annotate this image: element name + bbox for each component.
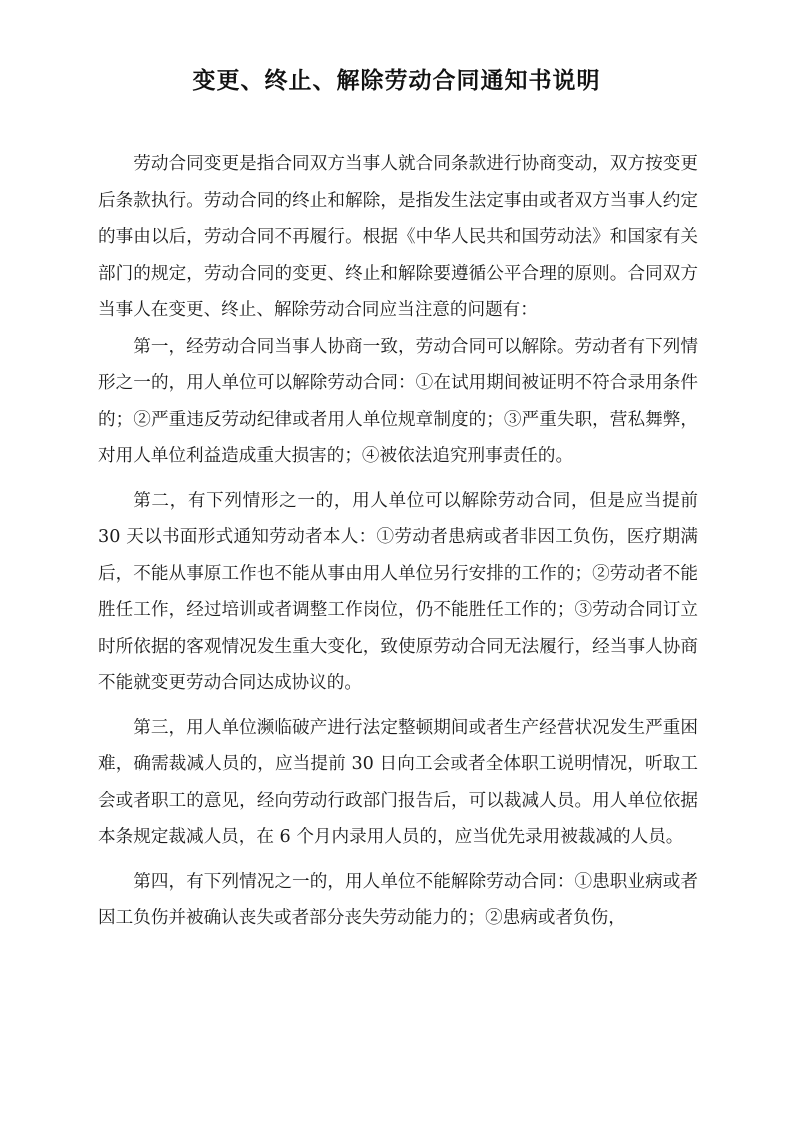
- paragraph-intro: 劳动合同变更是指合同双方当事人就合同条款进行协商变动，双方按变更后条款执行。劳动合同的终止和解除，是指发生法定事由或者双方当事人约定的事由以后，劳动合同不再履行。根据《中华人民共和国劳动法》和国家有关部门的规定，劳动合同的变更、终止和解除要遵循公平合理的原则。合同双方当事人在变更、终止、解除劳动合同应当注意的问题有：: [98, 154, 698, 320]
- paragraph-fourth: 第四，有下列情况之一的，用人单位不能解除劳动合同：①患职业病或者因工负伤并被确认丧失或者部分丧失劳动能力的；②患病或者负伤，: [98, 871, 698, 928]
- document-body: [98, 146, 698, 937]
- paragraph-third: 第三，用人单位濒临破产进行法定整顿期间或者生产经营状况发生严重困难，确需裁减人员的，应当提前 30 日向工会或者全体职工说明情况，听取工会或者职工的意见，经向劳动行政部门报告后，可以裁减人员。用人单位依据本条规定裁减人员，在 6 个月内录用人员的，应当优先录用被裁减的人员。: [98, 717, 698, 847]
- paragraph-first: 第一，经劳动合同当事人协商一致，劳动合同可以解除。劳动者有下列情形之一的，用人单位可以解除劳动合同：①在试用期间被证明不符合录用条件的；②严重违反劳动纪律或者用人单位规章制度的；③严重失职，营私舞弊，对用人单位利益造成重大损害的；④被依法追究刑事责任的。: [98, 336, 698, 466]
- document-title: 变更、终止、解除劳动合同通知书说明: [192, 67, 601, 94]
- paragraph-second: 第二，有下列情形之一的，用人单位可以解除劳动合同，但是应当提前 30 天以书面形式通知劳动者本人：①劳动者患病或者非因工负伤，医疗期满后，不能从事原工作也不能从事由用人单位另行安排的工作的；②劳动者不能胜任工作，经过培训或者调整工作岗位，仍不能胜任工作的；③劳动合同订立时所依据的客观情况发生重大变化，致使原劳动合同无法履行，经当事人协商不能就变更劳动合同达成协议的。: [98, 490, 698, 693]
